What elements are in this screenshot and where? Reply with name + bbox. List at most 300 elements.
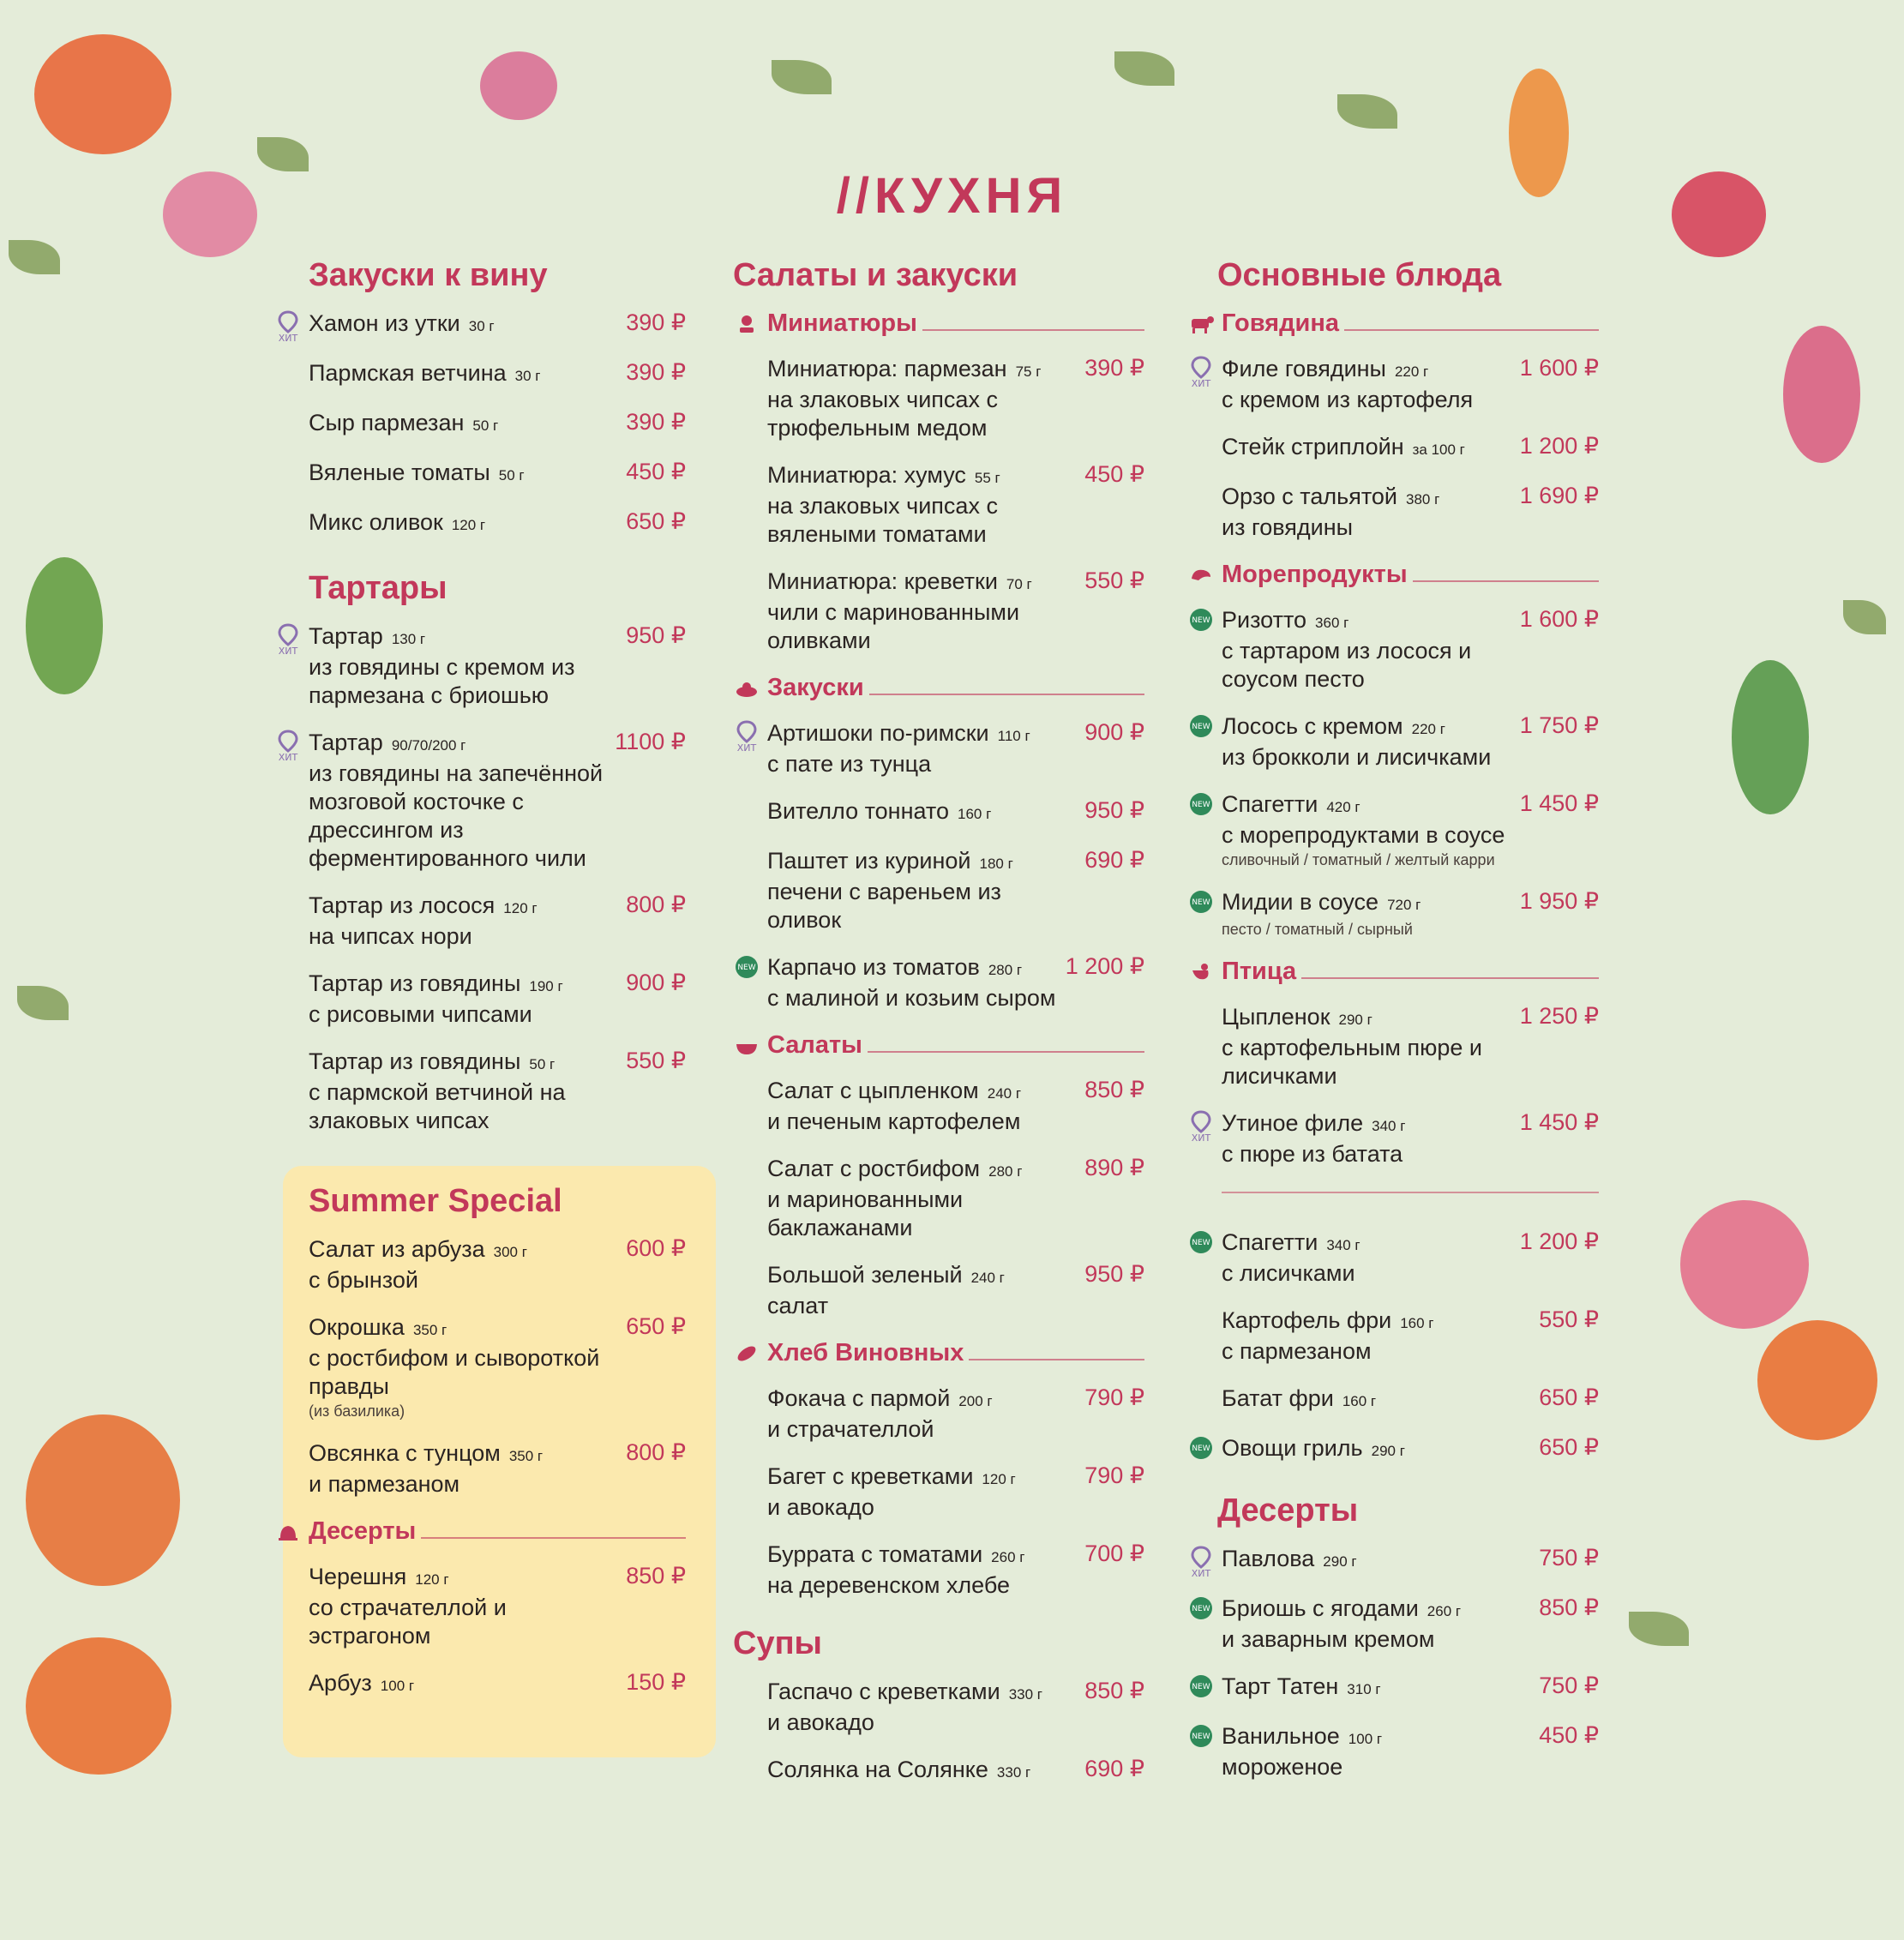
menu-item-weight: 180 г: [979, 856, 1013, 872]
menu-item-price: 750 ₽: [1539, 1545, 1599, 1571]
badge-label: ХИТ: [1191, 1568, 1211, 1579]
menu-item-price: 800 ₽: [626, 892, 686, 917]
menu-item-description: салат: [767, 1293, 829, 1318]
menu-item-description: с рисовыми чипсами: [309, 1001, 532, 1027]
menu-item-price: 450 ₽: [1084, 461, 1144, 487]
menu-item-price: 790 ₽: [1084, 1384, 1144, 1410]
menu-item: [733, 1155, 1144, 1242]
section-title-tartars: Тартары: [309, 570, 447, 606]
menu-item-description: на злаковых чипсах с трюфельным медом: [767, 387, 998, 441]
menu-item-weight: 300 г: [493, 1244, 527, 1260]
menu-item: [733, 1261, 1144, 1320]
menu-item: [1187, 712, 1599, 772]
menu-item: [1187, 1306, 1599, 1366]
menu-item: [274, 622, 686, 710]
new-badge-icon: [733, 953, 760, 988]
menu-item-price: 850 ₽: [1084, 1678, 1144, 1703]
menu-item-price: 750 ₽: [1539, 1673, 1599, 1698]
menu-item: [733, 1463, 1144, 1522]
menu-item-title: Ризотто: [1222, 607, 1307, 633]
menu-item: [274, 459, 686, 490]
menu-item-price: 390 ₽: [626, 359, 686, 385]
menu-item-description: с пате из тунца: [767, 751, 932, 777]
menu-item: [274, 309, 686, 344]
menu-item: [1187, 1595, 1599, 1654]
menu-list: [733, 1678, 1144, 1787]
badge-label: NEW: [1192, 1444, 1210, 1453]
badge-label: NEW: [737, 964, 756, 972]
menu-item-price: 1 450 ₽: [1519, 1109, 1599, 1135]
menu-item-description: из говядины: [1222, 514, 1354, 540]
menu-item-description: на злаковых чипсах с вялеными томатами: [767, 493, 998, 547]
menu-item-weight: 290 г: [1338, 1012, 1372, 1028]
menu-item-description: из говядины с кремом из пармезана с бриошью: [309, 654, 575, 708]
chicken-icon: [1187, 958, 1215, 986]
hit-badge-icon: [274, 729, 302, 763]
menu-item-weight: 290 г: [1323, 1553, 1357, 1570]
menu-item-price: 890 ₽: [1084, 1155, 1144, 1180]
badge-label: NEW: [1192, 616, 1210, 625]
menu-item-price: 600 ₽: [626, 1235, 686, 1261]
menu-item-price: 690 ₽: [1084, 847, 1144, 873]
menu-item-weight: 280 г: [988, 962, 1023, 978]
menu-item-title: Овощи гриль: [1222, 1435, 1363, 1461]
menu-item-title: Миниатюра: хумус: [767, 462, 966, 488]
menu-item-title: Картофель фри: [1222, 1307, 1392, 1333]
menu-item-weight: 240 г: [987, 1085, 1022, 1102]
menu-item-weight: 120 г: [451, 517, 486, 533]
menu-item-description: мороженое: [1222, 1754, 1343, 1780]
hit-badge-icon: [1187, 1109, 1215, 1144]
menu-item-price: 1 690 ₽: [1519, 483, 1599, 508]
menu-item-description: с ростбифом и сывороткой правды: [309, 1345, 600, 1399]
menu-item-title: Салат с цыпленком: [767, 1078, 979, 1103]
menu-item-price: 650 ₽: [1539, 1434, 1599, 1460]
new-badge-icon: [1187, 1228, 1215, 1263]
menu-item-weight: 420 г: [1326, 799, 1360, 815]
hit-badge-icon: [1187, 1545, 1215, 1579]
menu-list: [274, 309, 686, 539]
menu-item-weight: 260 г: [1426, 1603, 1462, 1619]
menu-item-weight: 350 г: [508, 1448, 544, 1464]
menu-item-price: 450 ₽: [626, 459, 686, 484]
menu-list: [733, 1077, 1144, 1320]
menu-item-price: 1 600 ₽: [1519, 355, 1599, 381]
menu-item-price: 550 ₽: [626, 1048, 686, 1073]
menu-item-title: Миниатюра: креветки: [767, 568, 998, 594]
menu-item-weight: 70 г: [1006, 576, 1032, 592]
menu-list: [274, 1235, 686, 1499]
menu-item: [1187, 888, 1599, 939]
badge-label: NEW: [1192, 1733, 1210, 1741]
menu-item-description: со страчателлой и эстрагоном: [309, 1595, 507, 1649]
subsection-title-miniatures: Миниатюры: [733, 309, 1144, 338]
menu-item-description: с малиной и козьим сыром: [767, 985, 1056, 1011]
menu-list: [1187, 1228, 1599, 1465]
menu-item-weight: 360 г: [1315, 615, 1349, 631]
menu-item: [733, 1756, 1144, 1787]
menu-item-description: и пармезаном: [309, 1471, 460, 1497]
badge-label: ХИТ: [1191, 378, 1211, 389]
menu-item-price: 550 ₽: [1084, 568, 1144, 593]
menu-item-title: Ванильное: [1222, 1723, 1340, 1749]
menu-item: [733, 1678, 1144, 1737]
menu-item: [733, 461, 1144, 549]
menu-item-title: Лосось с кремом: [1222, 713, 1403, 739]
hit-badge-icon: [274, 622, 302, 657]
shrimp-icon: [1187, 562, 1215, 589]
menu-item-weight: 220 г: [1394, 363, 1429, 380]
menu-item-title: Большой зеленый: [767, 1262, 963, 1288]
badge-label: ХИТ: [736, 742, 757, 754]
menu-item-price: 1 200 ₽: [1519, 1228, 1599, 1254]
menu-item: [1187, 1722, 1599, 1781]
new-badge-icon: [1187, 1434, 1215, 1469]
menu-item-title: Черешня: [309, 1564, 407, 1589]
menu-item-weight: 220 г: [1411, 721, 1445, 737]
menu-item-price: 390 ₽: [626, 409, 686, 435]
miniature-icon: [733, 310, 760, 338]
menu-item-price: 450 ₽: [1539, 1722, 1599, 1748]
menu-item-weight: 130 г: [391, 631, 426, 647]
menu-item-price: 950 ₽: [1084, 797, 1144, 823]
menu-item-description: с кремом из картофеля: [1222, 387, 1474, 412]
menu-item-title: Фокача с пармой: [767, 1385, 951, 1411]
menu-item-description: и авокадо: [767, 1494, 874, 1520]
menu-item-title: Арбуз: [309, 1670, 372, 1696]
new-badge-icon: [1187, 712, 1215, 747]
menu-item: [274, 1048, 686, 1135]
menu-item: [1187, 1109, 1599, 1168]
menu-item-price: 850 ₽: [626, 1563, 686, 1589]
menu-list: [733, 355, 1144, 655]
menu-item-price: 800 ₽: [626, 1439, 686, 1465]
menu-item-title: Тартар: [309, 730, 383, 755]
hit-badge-icon: [1187, 355, 1215, 389]
menu-item: [274, 508, 686, 539]
menu-item-price: 1 200 ₽: [1519, 433, 1599, 459]
badge-label: ХИТ: [278, 646, 298, 657]
menu-item-title: Сыр пармезан: [309, 410, 465, 435]
badge-label: ХИТ: [278, 333, 298, 344]
menu-item-weight: 290 г: [1371, 1443, 1405, 1459]
menu-item: [274, 892, 686, 951]
section-title-desserts: Десерты: [1217, 1493, 1359, 1529]
menu-item-title: Хамон из утки: [309, 310, 460, 336]
menu-item-price: 1 950 ₽: [1519, 888, 1599, 914]
menu-item-weight: 160 г: [1400, 1315, 1434, 1331]
menu-list: [1187, 355, 1599, 542]
menu-list: [733, 1384, 1144, 1600]
badge-label: NEW: [1192, 1605, 1210, 1613]
menu-item-weight: 190 г: [529, 978, 563, 994]
menu-item-price: 650 ₽: [626, 508, 686, 534]
menu-item: [1187, 355, 1599, 414]
new-badge-icon: [1187, 1722, 1215, 1757]
page-title: //КУХНЯ: [836, 168, 1068, 224]
subsection-title-desserts: Десерты: [274, 1517, 686, 1546]
menu-item: [274, 359, 686, 390]
menu-item: [274, 1313, 686, 1420]
menu-item-title: Стейк стриплойн: [1222, 434, 1404, 459]
menu-item-price: 850 ₽: [1539, 1595, 1599, 1620]
new-badge-icon: [1187, 888, 1215, 922]
menu-item-title: Бриошь с ягодами: [1222, 1595, 1419, 1621]
menu-item-title: Спагетти: [1222, 791, 1318, 817]
badge-label: ХИТ: [278, 752, 298, 763]
menu-item-title: Спагетти: [1222, 1229, 1318, 1255]
menu-item-note: сливочный / томатный / желтый карри: [1222, 851, 1495, 868]
new-badge-icon: [1187, 1595, 1215, 1629]
menu-item-description: из брокколи и лисичками: [1222, 744, 1492, 770]
section-title-summer-special: Summer Special: [309, 1183, 562, 1219]
column-wine-snacks: [274, 257, 686, 1154]
subsection-title-snacks: Закуски: [733, 674, 1144, 702]
menu-item: [733, 953, 1144, 1012]
menu-item: [1187, 606, 1599, 694]
menu-item-description: с картофельным пюре и лисичками: [1222, 1035, 1482, 1089]
menu-item-price: 150 ₽: [626, 1669, 686, 1695]
menu-item-description: на чипсах нори: [309, 923, 472, 949]
menu-item-title: Микс оливок: [309, 509, 443, 535]
menu-item-weight: 100 г: [1348, 1731, 1383, 1747]
menu-item-title: Пармская ветчина: [309, 360, 507, 386]
menu-item-title: Салат с ростбифом: [767, 1156, 981, 1181]
menu-item-weight: 75 г: [1015, 363, 1042, 380]
badge-label: NEW: [1192, 723, 1210, 731]
menu-item: [274, 1563, 686, 1650]
menu-item-description: печени с вареньем из оливок: [767, 879, 1001, 933]
menu-item: [733, 1384, 1144, 1444]
bread-icon: [733, 1340, 760, 1367]
section-title-wine-snacks: Закуски к вину: [309, 257, 548, 293]
column-summer-special: [274, 1183, 686, 1719]
menu-item-title: Окрошка: [309, 1314, 405, 1340]
menu-item: [733, 568, 1144, 655]
badge-label: ХИТ: [1191, 1132, 1211, 1144]
menu-item-price: 650 ₽: [1539, 1384, 1599, 1410]
menu-item-description: и маринованными баклажанами: [767, 1186, 964, 1240]
menu-item-title: Батат фри: [1222, 1385, 1334, 1411]
menu-item-weight: 340 г: [1326, 1237, 1360, 1253]
menu-item-description: с пюре из батата: [1222, 1141, 1403, 1167]
menu-item-weight: 200 г: [958, 1393, 993, 1409]
menu-item-weight: 160 г: [1342, 1393, 1377, 1409]
menu-item-title: Утиное филе: [1222, 1110, 1364, 1136]
menu-item-description: чили с маринованными оливками: [767, 599, 1020, 653]
menu-item: [733, 1077, 1144, 1136]
badge-label: NEW: [1192, 1683, 1210, 1691]
menu-list: [274, 622, 686, 1135]
plate-icon: [733, 675, 760, 702]
menu-item-title: Карпачо из томатов: [767, 954, 980, 980]
menu-item-title: Филе говядины: [1222, 356, 1386, 381]
menu-item-weight: 720 г: [1387, 897, 1421, 913]
menu-item-title: Артишоки по-римски: [767, 720, 989, 746]
section-title-soups: Супы: [733, 1625, 822, 1661]
menu-item-weight: 120 г: [503, 900, 538, 916]
menu-item-weight: 330 г: [996, 1764, 1031, 1781]
menu-item: [1187, 1384, 1599, 1415]
menu-list: [1187, 606, 1599, 939]
subsection-title-salads: Салаты: [733, 1031, 1144, 1060]
menu-item-title: Солянка на Солянке: [767, 1757, 988, 1782]
menu-item-weight: 330 г: [1008, 1686, 1042, 1703]
menu-list: [274, 1563, 686, 1700]
menu-item-title: Тарт Татен: [1222, 1673, 1339, 1699]
menu-item-weight: 100 г: [380, 1678, 415, 1694]
badge-label: NEW: [1192, 898, 1210, 907]
menu-item-description: с лисичками: [1222, 1260, 1355, 1286]
menu-item-title: Вителло тоннато: [767, 798, 950, 824]
menu-item-weight: 340 г: [1372, 1118, 1406, 1134]
menu-item-description: и страчателлой: [767, 1416, 934, 1442]
menu-item-title: Тартар из говядины: [309, 1048, 521, 1074]
menu-item-weight: 50 г: [498, 467, 525, 483]
menu-item-title: Цыпленок: [1222, 1004, 1330, 1030]
new-badge-icon: [1187, 790, 1215, 825]
menu-item-title: Овсянка с тунцом: [309, 1440, 501, 1466]
menu-item: [1187, 1545, 1599, 1579]
menu-item-price: 390 ₽: [626, 309, 686, 335]
menu-item-price: 390 ₽: [1084, 355, 1144, 381]
menu-item-weight: 240 г: [970, 1270, 1005, 1286]
menu-item: [733, 355, 1144, 442]
menu-item-title: Павлова: [1222, 1546, 1315, 1571]
menu-item-title: Тартар: [309, 623, 383, 649]
hit-badge-icon: [733, 719, 760, 754]
menu-item-description: из говядины на запечённой мозговой косточке с дрессингом из ферментированного чили: [309, 760, 604, 871]
column-main-dishes: [1187, 257, 1599, 1800]
menu-item-title: Тартар из лосося: [309, 892, 496, 918]
menu-item-description: с пармской ветчиной на злаковых чипсах: [309, 1079, 566, 1133]
salad-bowl-icon: [733, 1032, 760, 1060]
menu-item-title: Орзо с тальятой: [1222, 483, 1397, 509]
menu-item: [274, 1669, 686, 1700]
subsection-title-seafood: Морепродукты: [1187, 561, 1599, 589]
menu-item-title: Мидии в соусе: [1222, 889, 1379, 915]
menu-item-note: (из базилика): [309, 1402, 405, 1420]
menu-item-title: Салат из арбуза: [309, 1236, 485, 1262]
menu-item-weight: 310 г: [1347, 1681, 1381, 1697]
menu-item-title: Паштет из куриной: [767, 848, 971, 874]
menu-item-price: 650 ₽: [626, 1313, 686, 1339]
menu-item-weight: 110 г: [997, 728, 1030, 744]
menu-item-price: 790 ₽: [1084, 1463, 1144, 1488]
menu-item-price: 700 ₽: [1084, 1541, 1144, 1566]
menu-item-weight: 280 г: [988, 1163, 1023, 1180]
menu-item: [1187, 1003, 1599, 1090]
column-salads-snacks: [733, 257, 1144, 1805]
menu-item-weight: 55 г: [974, 470, 1000, 486]
cow-icon: [1187, 310, 1215, 338]
menu-item-description: с пармезаном: [1222, 1338, 1372, 1364]
menu-item-title: Багет с креветками: [767, 1463, 974, 1489]
subsection-title-poultry: Птица: [1187, 958, 1599, 986]
menu-item: [274, 970, 686, 1029]
badge-label: NEW: [1192, 1239, 1210, 1247]
menu-item-price: 1 200 ₽: [1065, 953, 1144, 979]
menu-item-title: Буррата с томатами: [767, 1541, 983, 1567]
menu-item-price: 950 ₽: [1084, 1261, 1144, 1287]
hit-badge-icon: [274, 309, 302, 344]
menu-item-weight: 120 г: [982, 1471, 1016, 1487]
menu-item-description: с тартаром из лосося и соусом песто: [1222, 638, 1472, 692]
menu-item: [274, 409, 686, 440]
section-title-salads-snacks: Салаты и закуски: [733, 257, 1018, 293]
menu-item-description: и авокадо: [767, 1709, 874, 1735]
menu-item-title: Миниатюра: пармезан: [767, 356, 1007, 381]
menu-item: [1187, 1434, 1599, 1465]
menu-item-weight: за 100 г: [1412, 441, 1465, 458]
menu-item-weight: 90/70/200 г: [391, 737, 466, 754]
menu-list: [1187, 1003, 1599, 1168]
menu-item-price: 1 250 ₽: [1519, 1003, 1599, 1029]
menu-item: [733, 719, 1144, 778]
menu-item: [1187, 1673, 1599, 1703]
menu-item-price: 900 ₽: [626, 970, 686, 995]
menu-list: [733, 719, 1144, 1012]
menu-item-title: Тартар из говядины: [309, 970, 521, 996]
menu-item-price: 1 750 ₽: [1519, 712, 1599, 738]
menu-item-weight: 50 г: [472, 417, 499, 434]
menu-item-title: Гаспачо с креветками: [767, 1679, 1000, 1704]
menu-item-note: песто / томатный / сырный: [1222, 921, 1413, 938]
section-title-main-dishes: Основные блюда: [1217, 257, 1502, 293]
menu-item-price: 550 ₽: [1539, 1306, 1599, 1332]
menu-item-title: Вяленые томаты: [309, 459, 490, 485]
menu-item-weight: 120 г: [415, 1571, 449, 1588]
menu-item: [274, 729, 686, 873]
menu-item-weight: 260 г: [991, 1549, 1025, 1565]
menu-item: [733, 797, 1144, 828]
menu-item-description: и заварным кремом: [1222, 1626, 1435, 1652]
menu-item: [1187, 433, 1599, 464]
menu-item-price: 1 600 ₽: [1519, 606, 1599, 632]
menu-item-weight: 30 г: [468, 318, 495, 334]
menu-item-price: 850 ₽: [1084, 1077, 1144, 1102]
menu-item-weight: 380 г: [1406, 491, 1440, 508]
menu-item-price: 690 ₽: [1084, 1756, 1144, 1781]
menu-item-description: с морепродуктами в соусе: [1222, 822, 1505, 848]
menu-item-price: 950 ₽: [626, 622, 686, 648]
menu-list: [1187, 1545, 1599, 1781]
menu-item-weight: 160 г: [958, 806, 992, 822]
menu-item-description: с брынзой: [309, 1267, 418, 1293]
menu-item: [1187, 483, 1599, 542]
badge-label: NEW: [1192, 801, 1210, 809]
menu-item-price: 1100 ₽: [615, 729, 686, 754]
menu-item-description: на деревенском хлебе: [767, 1572, 1011, 1598]
menu-item: [733, 847, 1144, 934]
menu-item: [1187, 1228, 1599, 1288]
menu-item-weight: 350 г: [412, 1322, 447, 1338]
menu-item: [1187, 790, 1599, 869]
menu-item-price: 900 ₽: [1084, 719, 1144, 745]
bell-icon: [274, 1518, 302, 1546]
menu-item-price: 1 450 ₽: [1519, 790, 1599, 816]
subsection-title-bread: Хлеб Виновных: [733, 1339, 1144, 1367]
new-badge-icon: [1187, 1673, 1215, 1707]
menu-item: [274, 1439, 686, 1499]
menu-item: [733, 1541, 1144, 1600]
menu-item-description: и печеным картофелем: [767, 1108, 1021, 1134]
menu-item-weight: 30 г: [514, 368, 541, 384]
menu-item: [274, 1235, 686, 1294]
new-badge-icon: [1187, 606, 1215, 640]
menu-item-weight: 50 г: [529, 1056, 556, 1072]
subsection-title-beef: Говядина: [1187, 309, 1599, 338]
